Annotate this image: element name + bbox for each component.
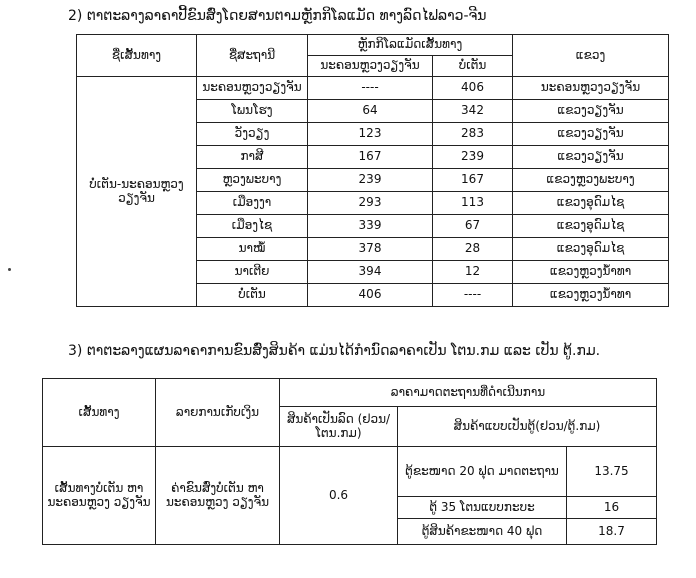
header-fee-type: ລາຍການເກັບເງິນ bbox=[156, 379, 280, 447]
km-boten-cell: 28 bbox=[433, 238, 513, 261]
header-standard-price: ລາຄາມາດຕະຖານທີ່ດຳເນີນການ bbox=[280, 379, 657, 407]
province-cell: ແຂວງຫຼວງນ້ຳທາ bbox=[513, 284, 669, 307]
km-boten-cell: 239 bbox=[433, 146, 513, 169]
freight-route-cell: ເສັ້ນທາງບໍ່ເຕັນ ຫາ ນະຄອນຫຼວງ ວຽງຈັນ bbox=[43, 447, 156, 545]
km-boten-cell: ---- bbox=[433, 284, 513, 307]
km-boten-cell: 342 bbox=[433, 100, 513, 123]
header-province: ແຂວງ bbox=[513, 35, 669, 77]
station-cell: ເມືອງງາ bbox=[197, 192, 308, 215]
station-cell: ບໍ່ເຕັນ bbox=[197, 284, 308, 307]
container-price-cell: 13.75 bbox=[567, 447, 657, 497]
province-cell: ແຂວງວຽງຈັນ bbox=[513, 123, 669, 146]
km-vientiane-cell: 406 bbox=[308, 284, 433, 307]
province-cell: ແຂວງອຸດົມໄຊ bbox=[513, 215, 669, 238]
route-name-cell: ບໍ່ເຕັນ-ນະຄອນຫຼວງ ວຽງຈັນ bbox=[77, 77, 197, 307]
header-km-group: ຫຼັກກິໂລແມັດເສັ້ນທາງ bbox=[308, 35, 513, 56]
station-cell: ນະຄອນຫຼວງວຽງຈັນ bbox=[197, 77, 308, 100]
header-station: ຊື່ສະຖານີ bbox=[197, 35, 308, 77]
station-cell: ກາສີ bbox=[197, 146, 308, 169]
freight-price-table bbox=[42, 378, 657, 545]
header-bulk-goods: ສິນຄ້າເປັນລົດ (ຢວນ/ໂຕນ.ກມ) bbox=[280, 407, 398, 447]
province-cell: ແຂວງຫຼວງນ້ຳທາ bbox=[513, 261, 669, 284]
km-boten-cell: 12 bbox=[433, 261, 513, 284]
freight-fee-cell: ຄ່າຂົນສົ່ງບໍ່ເຕັນ ຫາ ນະຄອນຫຼວງ ວຽງຈັນ bbox=[156, 447, 280, 545]
province-cell: ແຂວງວຽງຈັນ bbox=[513, 146, 669, 169]
km-vientiane-cell: ---- bbox=[308, 77, 433, 100]
km-vientiane-cell: 167 bbox=[308, 146, 433, 169]
section2-heading: 2) ຕາຕະລາງລາຄາປີ້ຂົນສົ່ງໂດຍສານຕາມຫຼັກກິໂລແມັດ ທາງລົດໄຟລາວ-ຈີນ bbox=[68, 8, 487, 24]
km-boten-cell: 283 bbox=[433, 123, 513, 146]
station-cell: ໂພນໂຮງ bbox=[197, 100, 308, 123]
station-distance-table bbox=[76, 34, 669, 307]
km-vientiane-cell: 123 bbox=[308, 123, 433, 146]
header-container-goods: ສິນຄ້າແບບເປັນຕູ້(ຢວນ/ຕູ້.ກມ) bbox=[398, 407, 657, 447]
section3-heading: 3) ຕາຕະລາງແຜນລາຄາການຂົນສົ່ງສິນຄ້າ ແມ່ນໄດ້ກຳນົດລາຄາເປັນ ໂຕນ.ກມ ແລະ ເປັນ ຕູ້.ກມ. bbox=[68, 343, 601, 359]
header-route: ເສັ້ນທາງ bbox=[43, 379, 156, 447]
container-type-cell: ຕູ້ຂະໜາດ 20 ຟຸດ ມາດຕະຖານ bbox=[398, 447, 567, 497]
km-boten-cell: 67 bbox=[433, 215, 513, 238]
province-cell: ນະຄອນຫຼວງວຽງຈັນ bbox=[513, 77, 669, 100]
header-from-boten: ບໍ່ເຕັນ bbox=[433, 56, 513, 77]
km-boten-cell: 167 bbox=[433, 169, 513, 192]
km-boten-cell: 113 bbox=[433, 192, 513, 215]
station-cell: ນາເຕີຍ bbox=[197, 261, 308, 284]
container-type-cell: ຕູ້ສິນຄ້າຂະໜາດ 40 ຟຸດ bbox=[398, 519, 567, 545]
container-price-cell: 18.7 bbox=[567, 519, 657, 545]
km-boten-cell: 406 bbox=[433, 77, 513, 100]
km-vientiane-cell: 239 bbox=[308, 169, 433, 192]
km-vientiane-cell: 394 bbox=[308, 261, 433, 284]
container-type-cell: ຕູ້ 35 ໂຕນແບບກະບະ bbox=[398, 497, 567, 519]
province-cell: ແຂວງອຸດົມໄຊ bbox=[513, 238, 669, 261]
province-cell: ແຂວງຫຼວງພະບາງ bbox=[513, 169, 669, 192]
km-vientiane-cell: 293 bbox=[308, 192, 433, 215]
scan-speck bbox=[8, 268, 11, 271]
station-cell: ວັງວຽງ bbox=[197, 123, 308, 146]
header-route: ຊື່ເສັ້ນທາງ bbox=[77, 35, 197, 77]
station-cell: ນາໝໍ້ bbox=[197, 238, 308, 261]
km-vientiane-cell: 64 bbox=[308, 100, 433, 123]
km-vientiane-cell: 378 bbox=[308, 238, 433, 261]
province-cell: ແຂວງອຸດົມໄຊ bbox=[513, 192, 669, 215]
bulk-price-cell: 0.6 bbox=[280, 447, 398, 545]
province-cell: ແຂວງວຽງຈັນ bbox=[513, 100, 669, 123]
station-cell: ຫຼວງພະບາງ bbox=[197, 169, 308, 192]
km-vientiane-cell: 339 bbox=[308, 215, 433, 238]
container-price-cell: 16 bbox=[567, 497, 657, 519]
station-cell: ເມືອງໄຊ bbox=[197, 215, 308, 238]
header-from-vientiane: ນະຄອນຫຼວງວຽງຈັນ bbox=[308, 56, 433, 77]
